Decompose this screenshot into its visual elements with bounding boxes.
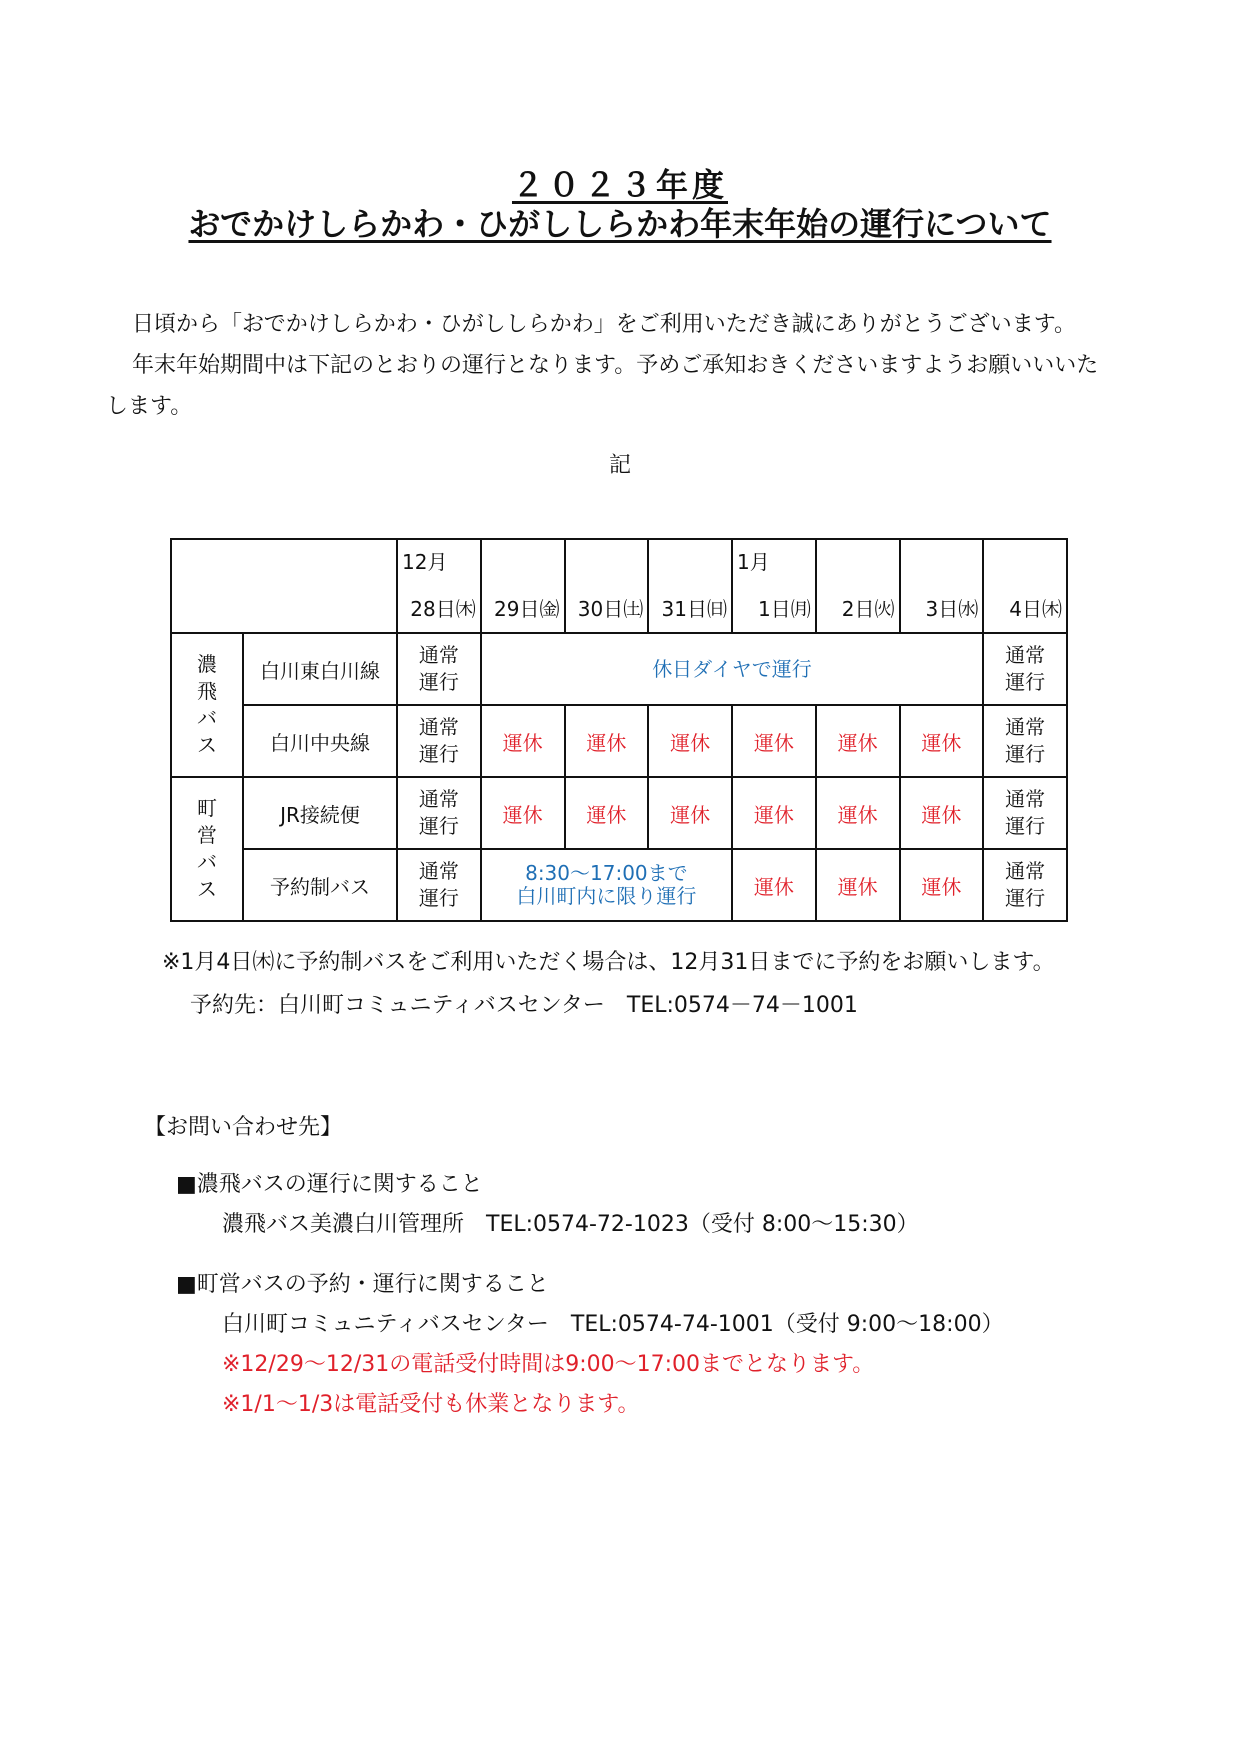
header-blank-cell [171, 539, 397, 633]
header-day-cell [565, 539, 649, 633]
normal-label: 通常運行 [418, 787, 459, 838]
header-day-cell [397, 539, 481, 633]
title-year [0, 166, 1240, 204]
header-day-cell [481, 539, 565, 633]
day-label: 1日㈪ [758, 597, 811, 621]
header-day-cell [732, 539, 816, 633]
normal-label: 通常運行 [418, 859, 459, 910]
route-name: 予約制バス [243, 849, 397, 921]
phone-hours-warning: ※12/29～12/31の電話受付時間は9:00～17:00までとなります。 [222, 1352, 875, 1377]
nohi-contact-line: 濃飛バス美濃白川管理所 TEL:0574-72-1023（受付 8:00～15:30） [222, 1212, 919, 1237]
intro-paragraph-2: 年末年始期間中は下記のとおりの運行となります。予めご承知おきくださいますようお願いいいた [132, 353, 1099, 378]
normal-cell [397, 849, 481, 921]
day-label: 3日㈬ [925, 597, 979, 621]
day-label: 28日㈭ [410, 597, 476, 621]
normal-cell [983, 633, 1067, 705]
suspended-cell: 運休 [648, 777, 732, 849]
day-label: 29日㈮ [494, 597, 560, 621]
day-label: 30日㈯ [577, 597, 644, 621]
suspended-cell: 運休 [900, 849, 984, 921]
normal-label: 通常運行 [418, 643, 459, 694]
holiday-schedule-cell: 休日ダイヤで運行 [481, 633, 984, 705]
month-dec-label: 12月 [402, 550, 448, 574]
reservation-contact: 予約先：白川町コミュニティバスセンター TEL:0574－74－1001 [190, 993, 858, 1018]
intro-paragraph-1: 日頃から「おでかけしらかわ・ひがししらかわ」をご利用いただき誠にありがとうございます。 [132, 312, 1077, 337]
holiday-closure-warning: ※1/1～1/3は電話受付も休業となります。 [222, 1392, 640, 1417]
ki-mark: 記 [608, 453, 631, 478]
suspended-cell: 運休 [816, 777, 900, 849]
nohi-contact-heading: ■濃飛バスの運行に関すること [176, 1172, 483, 1197]
reservation-note: ※1月4日㈭に予約制バスをご利用いただく場合は、12月31日までに予約をお願いします。 [162, 950, 1055, 975]
normal-label: 通常運行 [1005, 787, 1046, 838]
town-contact-line: 白川町コミュニティバスセンター TEL:0574-74-1001（受付 9:00～18:00） [222, 1312, 1004, 1337]
table-row [171, 849, 1067, 921]
normal-label: 通常運行 [418, 715, 459, 766]
intro-paragraph-3: します。 [106, 394, 193, 419]
route-name: 白川中央線 [243, 705, 397, 777]
suspended-cell: 運休 [900, 777, 984, 849]
normal-cell [983, 777, 1067, 849]
contact-heading: 【お問い合わせ先】 [144, 1115, 343, 1140]
day-label: 4日㈭ [1009, 597, 1062, 621]
reservation-bus-limited-cell [481, 849, 732, 921]
title-main-text: おでかけしらかわ・ひがししらかわ年末年始の運行について [188, 205, 1052, 243]
table-row [171, 633, 1067, 705]
header-day-cell [816, 539, 900, 633]
suspended-cell: 運休 [565, 705, 649, 777]
normal-label: 通常運行 [1005, 715, 1046, 766]
suspended-cell: 運休 [481, 777, 565, 849]
reservation-hours: 8:30～17:00まで [525, 861, 688, 885]
normal-cell [397, 633, 481, 705]
title-main [0, 205, 1240, 243]
header-day-cell [900, 539, 984, 633]
suspended-cell: 運休 [816, 849, 900, 921]
group-nohi-cell [171, 633, 243, 777]
schedule-table [170, 538, 1068, 922]
title-year-text: ２０２３年度 [511, 166, 728, 204]
suspended-cell: 運休 [481, 705, 565, 777]
reservation-area: 白川町内に限り運行 [516, 884, 697, 908]
normal-cell [397, 705, 481, 777]
route-name: 白川東白川線 [243, 633, 397, 705]
town-contact-heading: ■町営バスの予約・運行に関すること [176, 1272, 549, 1297]
day-label: 31日㈰ [661, 597, 727, 621]
suspended-cell: 運休 [648, 705, 732, 777]
month-jan-label: 1月 [737, 550, 770, 574]
suspended-cell: 運休 [565, 777, 649, 849]
table-header-row [171, 539, 1067, 633]
normal-cell [983, 705, 1067, 777]
day-label: 2日㈫ [841, 597, 895, 621]
suspended-cell: 運休 [816, 705, 900, 777]
table-row [171, 705, 1067, 777]
normal-cell [983, 849, 1067, 921]
normal-label: 通常運行 [1005, 859, 1046, 910]
header-day-cell [648, 539, 732, 633]
group-town-label: 町営バス [197, 796, 217, 901]
normal-cell [397, 777, 481, 849]
route-name: JR接続便 [243, 777, 397, 849]
table-row [171, 777, 1067, 849]
group-town-cell [171, 777, 243, 921]
header-day-cell [983, 539, 1067, 633]
suspended-cell: 運休 [900, 705, 984, 777]
group-nohi-label: 濃飛バス [197, 652, 217, 757]
suspended-cell: 運休 [732, 777, 816, 849]
suspended-cell: 運休 [732, 705, 816, 777]
suspended-cell: 運休 [732, 849, 816, 921]
normal-label: 通常運行 [1005, 643, 1046, 694]
